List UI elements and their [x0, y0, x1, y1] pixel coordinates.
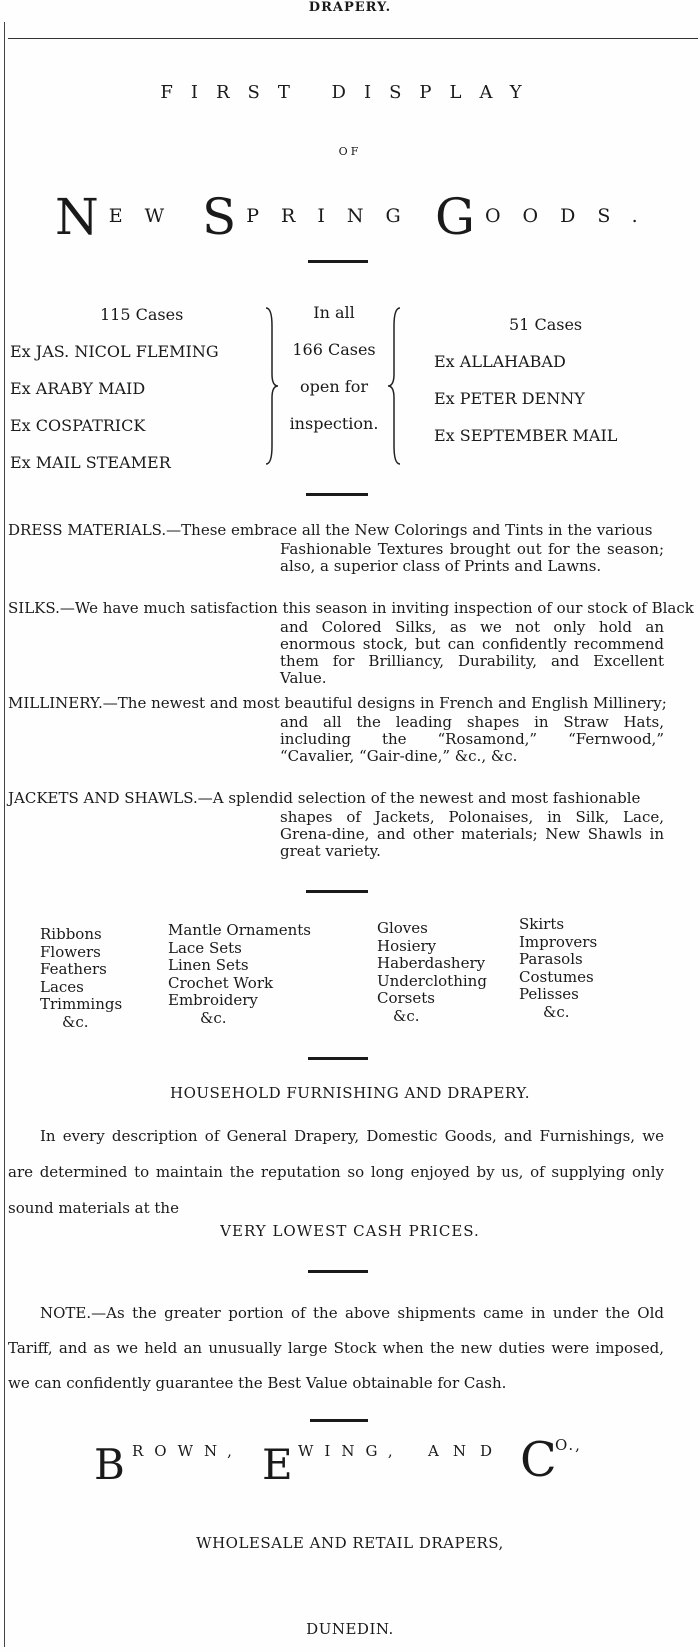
department-lead: MILLINERY.—The newest and most beautiful designs in French and English Millinery;	[8, 694, 667, 712]
list-item: Crochet Work	[168, 973, 274, 992]
total-line: open for	[300, 377, 368, 396]
firm-word-brown: ROWN,	[132, 1442, 243, 1460]
section-heading: DRAPERY.	[308, 0, 392, 15]
department-body: shapes of Jackets, Polonaises, in Silk, Lace, Grena-dine, and other materials; New Shawls in great variety.	[280, 808, 664, 860]
total-line: inspection.	[289, 414, 379, 433]
household-heading: HOUSEHOLD FURNISHING AND DRAPERY.	[170, 1084, 530, 1102]
divider-rule	[308, 1270, 368, 1273]
title-initial-n: N	[55, 188, 109, 246]
firm-tagline: WHOLESALE AND RETAIL DRAPERS,	[196, 1534, 504, 1552]
department-millinery	[8, 694, 667, 775]
left-case-count: 115 Cases	[100, 305, 184, 324]
divider-rule	[308, 1057, 368, 1060]
title-rest-pring: PRING	[246, 205, 423, 227]
goods-list	[519, 916, 597, 1021]
department-lead: DRESS MATERIALS.—These embrace all the New Colorings and Tints in the various	[8, 521, 653, 539]
firm-initial-b: B	[94, 1440, 125, 1489]
left-brace	[262, 306, 280, 466]
household-paragraph: In every description of General Drapery, Domestic Goods, and Furnishings, we are determined to maintain the reputation so long enjoyed by us, of supplying only sound materials at the	[8, 1127, 664, 1217]
list-item: Improvers	[519, 932, 598, 951]
department-jackets-shawls	[8, 790, 664, 870]
list-item: &c.	[62, 1012, 89, 1031]
list-item: Feathers	[40, 960, 107, 978]
department-lead: SILKS.—We have much satisfaction this season in inviting inspection of our stock of Black	[8, 599, 694, 617]
list-item: Corsets	[377, 989, 435, 1007]
lowest-prices-line: VERY LOWEST CASH PRICES.	[220, 1222, 480, 1240]
ship-name: Ex MAIL STEAMER	[10, 453, 171, 472]
title-rest-ew: EW	[108, 205, 187, 227]
divider-rule	[310, 1419, 368, 1422]
list-item: Costumes	[519, 967, 594, 986]
shipments-right	[434, 306, 617, 454]
note-paragraph: NOTE.—As the greater portion of the above shipments came in under the Old Tariff, and as we held an unusually large Stock when the new duties were imposed, we can confidently guarantee the Best Value obtainable for Cash.	[8, 1304, 664, 1392]
list-item: &c.	[393, 1006, 420, 1025]
right-case-count: 51 Cases	[509, 315, 583, 334]
list-item: Linen Sets	[168, 956, 249, 974]
list-item: Ribbons	[40, 925, 102, 943]
total-line: In all	[313, 303, 355, 322]
list-item: Underclothing	[377, 971, 487, 990]
title-word-spring	[202, 188, 423, 246]
list-item: Embroidery	[168, 991, 258, 1009]
department-lead: JACKETS AND SHAWLS.—A splendid selection of the newest and most fashionable	[8, 789, 641, 807]
firm-word-and: AND	[428, 1442, 506, 1460]
shipments-total	[282, 294, 386, 442]
divider-rule	[308, 260, 368, 263]
divider-rule	[306, 890, 368, 893]
firm-city: DUNEDIN.	[306, 1620, 394, 1638]
list-item: Gloves	[377, 919, 428, 937]
department-body: and Colored Silks, as we not only hold an enormous stock, but can confidently recommend them for Brilliancy, Durability, and Excellent Value.	[280, 618, 664, 687]
firm-initial-e: E	[262, 1440, 293, 1489]
firm-initial-c: C	[520, 1432, 557, 1488]
ship-name: Ex SEPTEMBER MAIL	[434, 426, 618, 445]
department-dress-materials	[8, 522, 664, 592]
title-initial-g: G	[435, 188, 485, 246]
list-item: Pelisses	[519, 985, 579, 1003]
list-item: Hosiery	[377, 936, 437, 955]
goods-list	[168, 922, 311, 1027]
department-silks	[8, 599, 694, 687]
list-item: Parasols	[519, 950, 583, 968]
total-line: 166 Cases	[292, 340, 376, 359]
list-item: &c.	[543, 1002, 570, 1021]
list-item: &c.	[200, 1008, 227, 1027]
list-item: Laces	[40, 977, 84, 996]
list-item: Skirts	[519, 915, 565, 933]
title-of: OF	[338, 145, 362, 158]
title-rest-oods: OODS.	[484, 205, 660, 227]
list-item: Trimmings	[40, 995, 123, 1013]
shipments-left	[10, 296, 219, 481]
ship-name: Ex JAS. NICOL FLEMING	[10, 342, 219, 361]
title-first-display: FIRST DISPLAY	[160, 82, 540, 103]
ship-name: Ex PETER DENNY	[434, 389, 585, 408]
ship-name: Ex ARABY MAID	[10, 379, 146, 398]
department-body: Fashionable Textures brought out for the season; also, a superior class of Prints and Lawns.	[280, 540, 664, 575]
goods-list	[377, 920, 487, 1025]
firm-word-co: O.,	[555, 1436, 582, 1454]
list-item: Lace Sets	[168, 938, 242, 957]
column-edge-rule	[4, 22, 5, 1647]
goods-list	[40, 926, 122, 1031]
ship-name: Ex ALLAHABAD	[434, 352, 566, 371]
header-rule	[8, 38, 698, 39]
title-word-new	[55, 188, 186, 246]
ship-name: Ex COSPATRICK	[10, 416, 146, 435]
title-word-goods	[435, 188, 660, 246]
department-body: and all the leading shapes in Straw Hats, including the “Rosamond,” “Fernwood,” “Cavalier, “Gair-dine,” &c., &c.	[280, 713, 664, 765]
right-brace	[386, 306, 404, 466]
divider-rule	[306, 493, 368, 496]
list-item: Haberdashery	[377, 954, 486, 972]
title-initial-s: S	[202, 188, 247, 246]
list-item: Flowers	[40, 942, 101, 961]
firm-word-ewing: WING,	[298, 1442, 404, 1460]
list-item: Mantle Ornaments	[168, 921, 311, 939]
